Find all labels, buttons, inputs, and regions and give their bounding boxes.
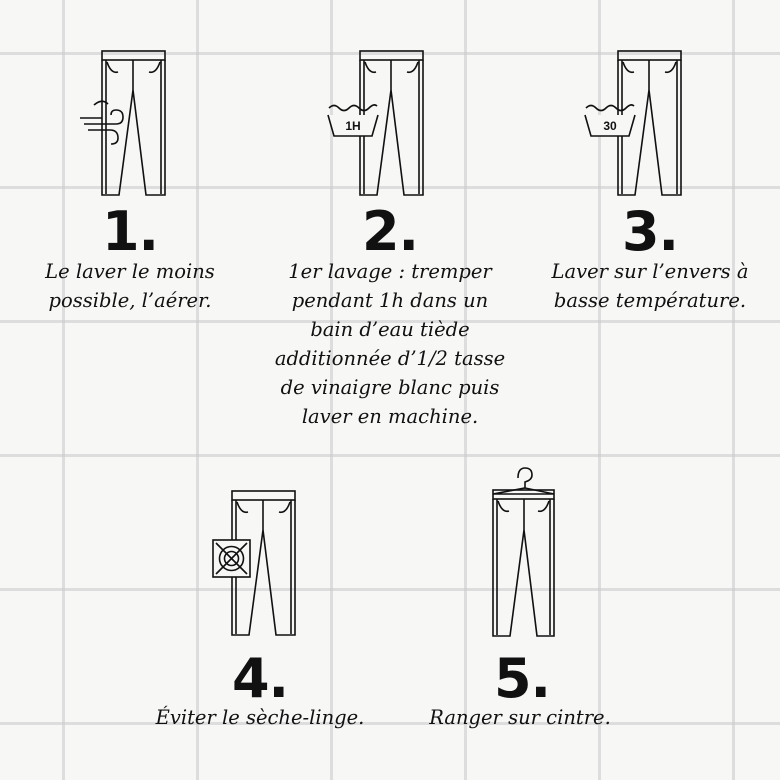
step-2-text: 1er lavage : tremper pendant 1h dans un bain d’eau tiède additionnée d’1/2 tasse de vinaigre blanc puis laver en machine. xyxy=(274,260,506,428)
jeans-icon xyxy=(78,50,168,198)
step-2-number: 2. xyxy=(361,200,419,263)
step-1-number: 1. xyxy=(101,200,159,263)
step-1-text: Le laver le moins possible, l’aérer. xyxy=(45,260,215,312)
soak-badge: 1H xyxy=(345,119,361,133)
soak-1h-icon xyxy=(328,105,378,136)
jeans-icon xyxy=(584,50,684,198)
jeans-icon xyxy=(488,464,560,640)
step-4-text: Éviter le sèche-linge. xyxy=(155,706,365,729)
jeans-icon xyxy=(210,490,300,638)
jeans-icon xyxy=(327,50,427,198)
step-3-number: 3. xyxy=(621,200,679,263)
wash-badge: 30 xyxy=(603,119,617,133)
step-5-text: Ranger sur cintre. xyxy=(429,706,611,729)
wash-30-icon xyxy=(585,105,635,136)
no-tumble-dry-icon xyxy=(213,540,250,577)
step-4-number: 4. xyxy=(231,647,289,710)
step-5-number: 5. xyxy=(493,647,551,710)
step-3-text: Laver sur l’envers à basse température. xyxy=(551,260,749,312)
